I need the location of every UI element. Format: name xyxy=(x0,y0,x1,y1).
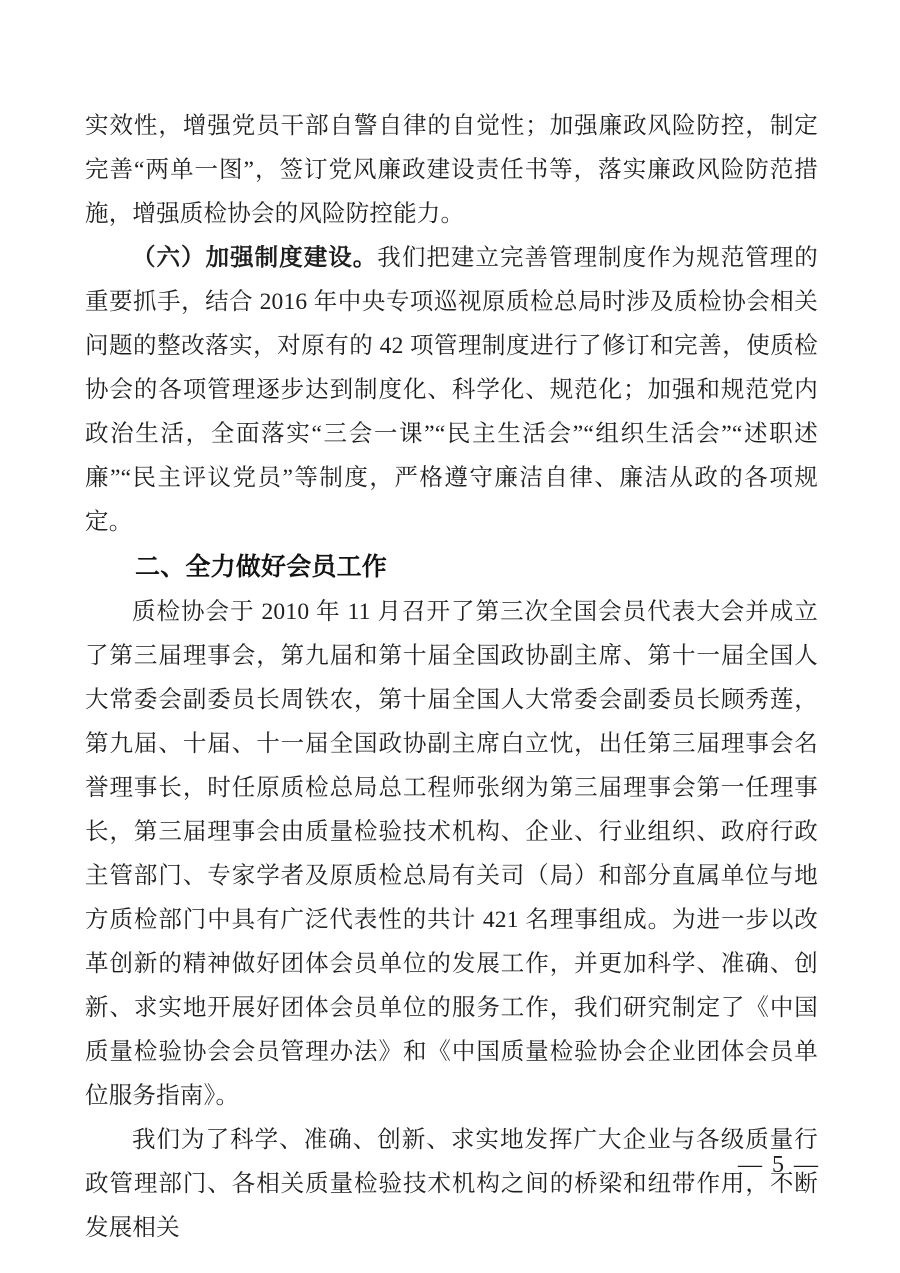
paragraph-risk-control-continuation: 实效性，增强党员干部自警自律的自觉性；加强廉政风险防控，制定完善“两单一图”，签订党风廉政建设责任书等，落实廉政风险防范措施，增强质检协会的风险防控能力。 xyxy=(85,113,818,227)
paragraph-system-building xyxy=(85,236,818,544)
section-heading-member-work: 二、全力做好会员工作 xyxy=(135,553,388,581)
paragraph-system-building-lead: （六）加强制度建设。 xyxy=(132,245,378,271)
paragraph-member-congress: 质检协会于 2010 年 11 月召开了第三次全国会员代表大会并成立了第三届理事会，第九届和第十届全国政协副主席、第十一届全国人大常委会副委员长周铁农，第十届全国人大常委会副委员长顾秀莲，第九届、十届、十一届全国政协副主席白立忱，出任第三届理事会名誉理事长，时任原质检总局总工程师张纲为第三届理事会第一任理事长，第三届理事会由质量检验技术机构、企业、行业组织、政府行政主管部门、专家学者及原质检总局有关司（局）和部分直属单位与地方质检部门中具有广泛代表性的共计 421 名理事组成。为进一步以改革创新的精神做好团体会员单位的发展工作，并更加科学、准确、创新、求实地开展好团体会员单位的服务工作，我们研究制定了《中国质量检验协会会员管理办法》和《中国质量检验协会企业团体会员单位服务指南》。 xyxy=(85,599,818,1109)
paragraph-bridge-role: 我们为了科学、准确、创新、求实地发挥广大企业与各级质量行政管理部门、各相关质量检验技术机构之间的桥梁和纽带作用，不断发展相关 xyxy=(85,1127,818,1241)
paragraph-system-building-text: 我们把建立完善管理制度作为规范管理的重要抓手，结合 2016 年中央专项巡视原质检总局时涉及质检协会相关问题的整改落实，对原有的 42 项管理制度进行了修订和完善，使质检协会的各项管理逐步达到制度化、科学化、规范化；加强和规范党内政治生活，全面落实“三会一课”“民主生活会”“组织生活会”“述职述廉”“民主评议党员”等制度，严格遵守廉洁自律、廉洁从政的各项规定。 xyxy=(85,245,818,535)
document-body xyxy=(85,104,818,1250)
page-number: — 5 — xyxy=(738,1152,820,1178)
